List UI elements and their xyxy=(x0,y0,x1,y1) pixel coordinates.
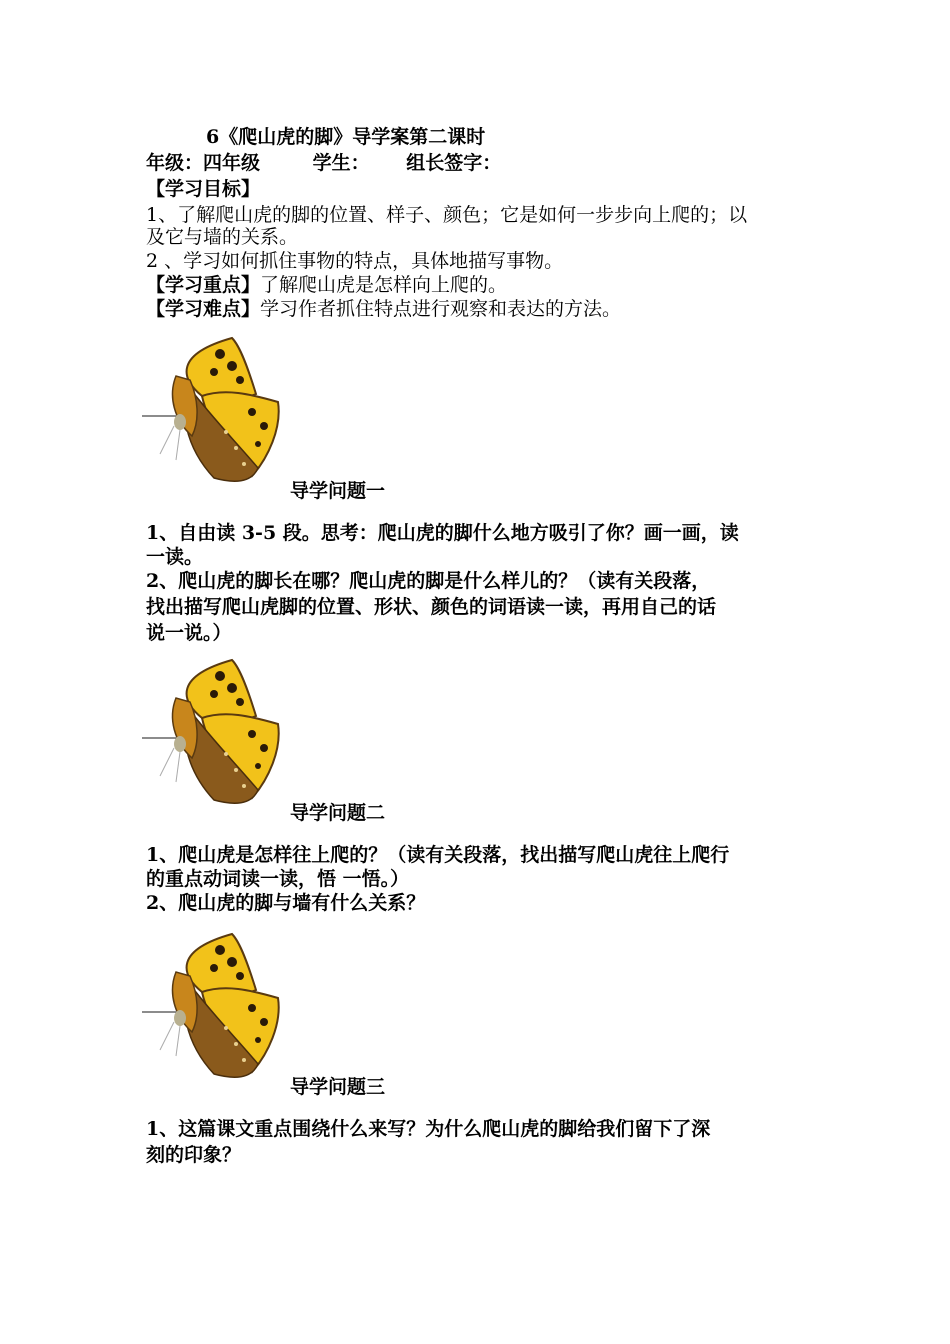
question-3-heading: 导学问题三 xyxy=(290,1076,386,1098)
header-row xyxy=(146,150,816,176)
q1-item-2-line-3: 说一说。） xyxy=(146,622,232,644)
key-point-row xyxy=(146,272,816,298)
grade-label: 年级：四年级 xyxy=(146,152,261,174)
leader-sign-label: 组长签字： xyxy=(406,152,502,174)
butterfly-icon xyxy=(140,658,290,808)
q1-item-1-line-2: 一读。 xyxy=(146,546,204,568)
key-point-text: 了解爬山虎是怎样向上爬的。 xyxy=(260,274,508,296)
objective-item-1-line-2: 及它与墙的关系。 xyxy=(146,226,299,248)
page-title: 6《爬山虎的脚》导学案第二课时 xyxy=(206,126,486,148)
butterfly-icon xyxy=(140,932,290,1082)
difficulty-text: 学习作者抓住特点进行观察和表达的方法。 xyxy=(260,298,622,320)
difficulty-label: 【学习难点】 xyxy=(146,298,261,320)
q2-item-1-line-1: 1、爬山虎是怎样往上爬的？（读有关段落，找出描写爬山虎往上爬行 xyxy=(146,844,730,866)
q1-item-2-line-1: 2、爬山虎的脚长在哪？爬山虎的脚是什么样儿的？（读有关段落， xyxy=(146,570,711,592)
butterfly-icon xyxy=(140,336,290,486)
difficulty-row xyxy=(146,296,816,322)
q3-item-1-line-1: 1、这篇课文重点围绕什么来写？为什么爬山虎的脚给我们留下了深 xyxy=(146,1118,711,1140)
objectives-heading: 【学习目标】 xyxy=(146,178,261,200)
q3-item-1-line-2: 刻的印象？ xyxy=(146,1144,242,1166)
key-point-label: 【学习重点】 xyxy=(146,274,261,296)
objective-item-2: 2 、学习如何抓住事物的特点，具体地描写事物。 xyxy=(146,250,564,272)
q2-item-1-line-2: 的重点动词读一读，悟 一悟。） xyxy=(146,868,410,890)
student-label: 学生： xyxy=(312,152,370,174)
question-1-heading: 导学问题一 xyxy=(290,480,386,502)
objective-item-1-line-1: 1、了解爬山虎的脚的位置、样子、颜色；它是如何一步步向上爬的；以 xyxy=(146,204,748,226)
q1-item-2-line-2: 找出描写爬山虎脚的位置、形状、颜色的词语读一读，再用自己的话 xyxy=(146,596,717,618)
q1-item-1-line-1: 1、自由读 3-5 段。思考：爬山虎的脚什么地方吸引了你？画一画，读 xyxy=(146,522,739,544)
question-2-heading: 导学问题二 xyxy=(290,802,386,824)
q2-item-2: 2、爬山虎的脚与墙有什么关系？ xyxy=(146,892,426,914)
